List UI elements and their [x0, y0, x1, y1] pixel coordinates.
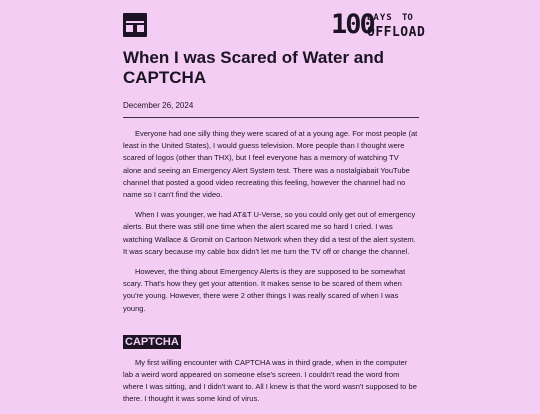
paragraph: My first willing encounter with CAPTCHA was in third grade, when in the computer lab a weird word appeared on someone else's screen. I couldn't read the word from where I was sitting, and I didn't want to. All I knew is that the word wasn't supposed to be there. I thought it was some kind of virus. [123, 357, 417, 404]
post-title: When I was Scared of Water and CAPTCHA [123, 48, 385, 87]
section-heading-captcha: CAPTCHA [125, 335, 179, 348]
site-brand-logo[interactable] [331, 9, 426, 40]
divider [123, 117, 419, 118]
paragraph: However, the thing about Emergency Alerts is they are supposed to be somewhat scary. That's how they get your attention. It makes sense to be scared of them when you're young. However, there were 2 other things I was really scared of when I was young. [123, 267, 406, 313]
paragraph: When I was younger, we had AT&T U-Verse, so you could only get out of emergency alerts. But there was still one time when the alert scared me so hard I cried. I was watching Wallace & Gromit on Cartoon Network when they did a test of the alert system. It was scary because my cable box didn't let me turn the TV off or change the channel. [123, 210, 416, 256]
post-date: December 26, 2024 [123, 101, 194, 110]
brand-days: DAYS [367, 13, 393, 23]
brand-offload: OFFLOAD [367, 25, 426, 40]
home-logo-icon[interactable] [123, 13, 147, 37]
site-header [123, 0, 426, 44]
brand-to: TO [402, 13, 413, 23]
page-content [123, 0, 426, 414]
paragraph: Everyone had one silly thing they were scared of at a young age. For most people (at least in the United States), I would guess television. More people than I thought were scared of logos (other than THX), but I feel everyone has a memory of watching TV alone and seeing an Emergency Alert System test. There was a nostalgiabait YouTube channel that posted a good video recreating this feeling, however the channel had no name so I can't find the video. [123, 129, 418, 200]
brand-number: 100 [331, 9, 374, 40]
